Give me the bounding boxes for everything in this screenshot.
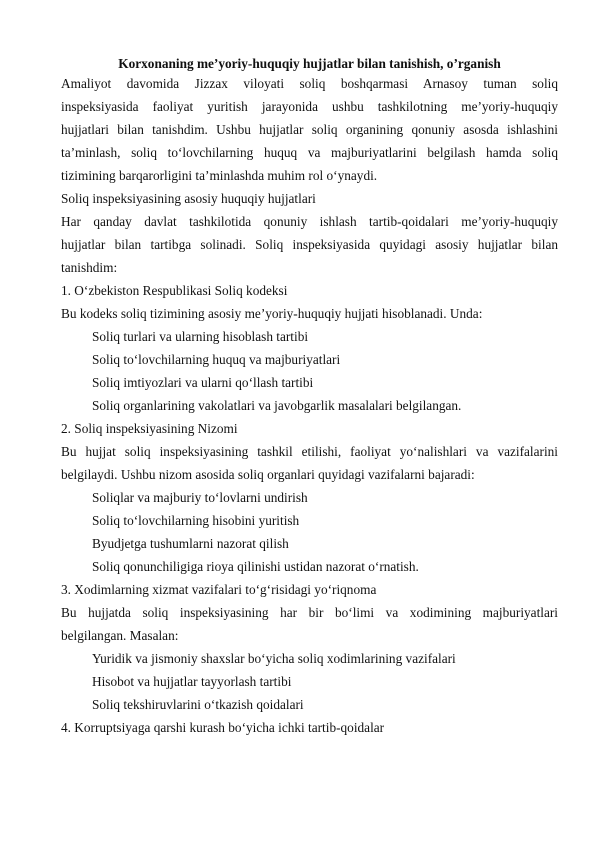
document-item (61, 716, 558, 739)
list-item: Soliq to‘lovchilarning hisobini yuritish (92, 513, 300, 528)
list-item: Soliqlar va majburiy to‘lovlarni undirish (92, 490, 308, 505)
intro-line: Amaliyot davomida Jizzax viloyati soliq boshqarmasi Arnasoy tuman soliq (61, 76, 558, 91)
item-description: Bu hujjatda soliq inspeksiyasining har bir bo‘limi va xodimining majburiyatlari (61, 605, 558, 620)
section-intro-line: tanishdim: (61, 260, 118, 275)
section-intro-line: hujjatlar bilan tartibga solinadi. Soliq inspeksiyasida quyidagi asosiy hujjatlar bilan (61, 237, 558, 252)
item-heading: 1. O‘zbekiston Respublikasi Soliq kodeksi (61, 283, 288, 298)
list-item: Hisobot va hujjatlar tayyorlash tartibi (92, 674, 292, 689)
document-item (61, 578, 558, 716)
item-description: Bu hujjat soliq inspeksiyasining tashkil etilishi, faoliyat yo‘nalishlari va vazifalarini (61, 444, 558, 459)
list-item: Soliq turlari va ularning hisoblash tartibi (92, 329, 309, 344)
list-item: Byudjetga tushumlarni nazorat qilish (92, 536, 289, 551)
list-item: Yuridik va jismoniy shaxslar bo‘yicha soliq xodimlarining vazifalari (92, 651, 456, 666)
list-item: Soliq qonunchiligiga rioya qilinishi ustidan nazorat o‘rnatish. (92, 559, 419, 574)
intro-line: ta’minlash, soliq to‘lovchilarning huquq va majburiyatlarini belgilash hamda soliq (61, 145, 558, 160)
list-item: Soliq tekshiruvlarini o‘tkazish qoidalari (92, 697, 304, 712)
document-title: Korxonaning me’yoriy-huquqiy hujjatlar bilan tanishish, o’rganish (118, 56, 501, 71)
intro-line: hujjatlari bilan tanishdim. Ushbu hujjatlar soliq organining qonuniy asosda ishlashini (61, 122, 558, 137)
item-heading: 3. Xodimlarning xizmat vazifalari to‘g‘risidagi yo‘riqnoma (61, 582, 377, 597)
item-description: belgilangan. Masalan: (61, 628, 179, 643)
intro-line: inspeksiyasida faoliyat yuritish jarayonida ushbu tashkilotning me’yoriy-huquqiy (61, 99, 558, 114)
list-item: Soliq to‘lovchilarning huquq va majburiyatlari (92, 352, 341, 367)
item-description: belgilaydi. Ushbu nizom asosida soliq organlari quyidagi vazifalarni bajaradi: (61, 467, 475, 482)
document-item (61, 279, 558, 417)
item-description: Bu kodeks soliq tizimining asosiy me’yoriy-huquqiy hujjati hisoblanadi. Unda: (61, 306, 483, 321)
intro-paragraph (61, 72, 558, 187)
section-intro-paragraph (61, 210, 558, 279)
item-heading: 4. Korruptsiyaga qarshi kurash bo‘yicha ichki tartib-qoidalar (61, 720, 385, 735)
list-item: Soliq organlarining vakolatlari va javobgarlik masalalari belgilangan. (92, 398, 462, 413)
list-item: Soliq imtiyozlari va ularni qo‘llash tartibi (92, 375, 314, 390)
section-heading: Soliq inspeksiyasining asosiy huquqiy hujjatlari (61, 191, 316, 206)
item-heading: 2. Soliq inspeksiyasining Nizomi (61, 421, 238, 436)
intro-line: tizimining barqarorligini ta’minlashda muhim rol o‘ynaydi. (61, 168, 378, 183)
section-intro-line: Har qanday davlat tashkilotida qonuniy ishlash tartib-qoidalari me’yoriy-huquqiy (61, 214, 558, 229)
document-item (61, 417, 558, 578)
